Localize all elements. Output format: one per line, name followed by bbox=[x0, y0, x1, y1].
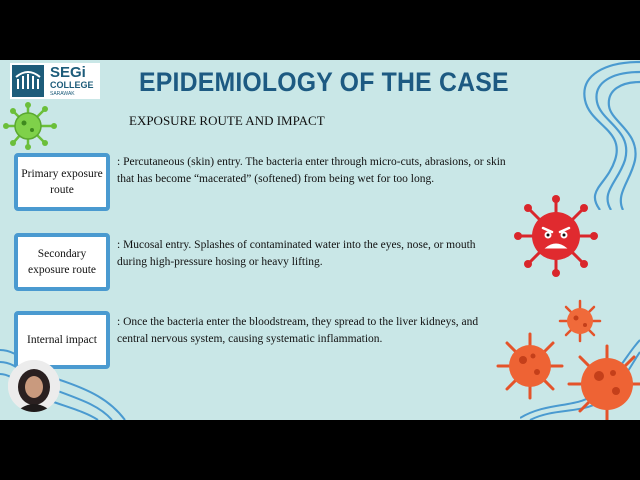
presentation-slide bbox=[0, 60, 640, 420]
route-label-box-secondary bbox=[14, 233, 110, 291]
wave-decoration-top-right bbox=[545, 60, 640, 210]
logo-name-line3: SARAWAK bbox=[50, 91, 75, 97]
route-label-box-primary bbox=[14, 153, 110, 211]
college-logo-icon bbox=[12, 65, 44, 97]
green-virus-icon bbox=[0, 102, 60, 150]
angry-red-virus-icon bbox=[512, 195, 600, 277]
route-description-primary: : Percutaneous (skin) entry. The bacteria enter through micro-cuts, abrasions, or skin that has become “macerated” (softened) from being wet for too long. bbox=[117, 156, 506, 185]
college-logo bbox=[10, 63, 100, 99]
route-label: Internal impact bbox=[27, 334, 97, 346]
logo-name-line1: SEGi bbox=[50, 64, 86, 81]
route-description-secondary: : Mucosal entry. Splashes of contaminated water into the eyes, nose, or mouth during high-pressure hosing or heavy lifting. bbox=[117, 239, 476, 268]
slide-title: EPIDEMIOLOGY OF THE CASE bbox=[139, 67, 509, 97]
route-label: Primary exposure route bbox=[21, 168, 103, 196]
logo-name-line2: COLLEGE bbox=[50, 80, 94, 90]
route-description-internal: : Once the bacteria enter the bloodstream, they spread to the liver kidneys, and central nervous system, causing systematic inflammation. bbox=[117, 316, 479, 345]
slide-subtitle: EXPOSURE ROUTE AND IMPACT bbox=[129, 113, 325, 128]
route-label: Secondary exposure route bbox=[27, 248, 97, 276]
presenter-webcam-avatar bbox=[8, 360, 60, 412]
orange-virus-cluster-icon bbox=[495, 296, 640, 420]
